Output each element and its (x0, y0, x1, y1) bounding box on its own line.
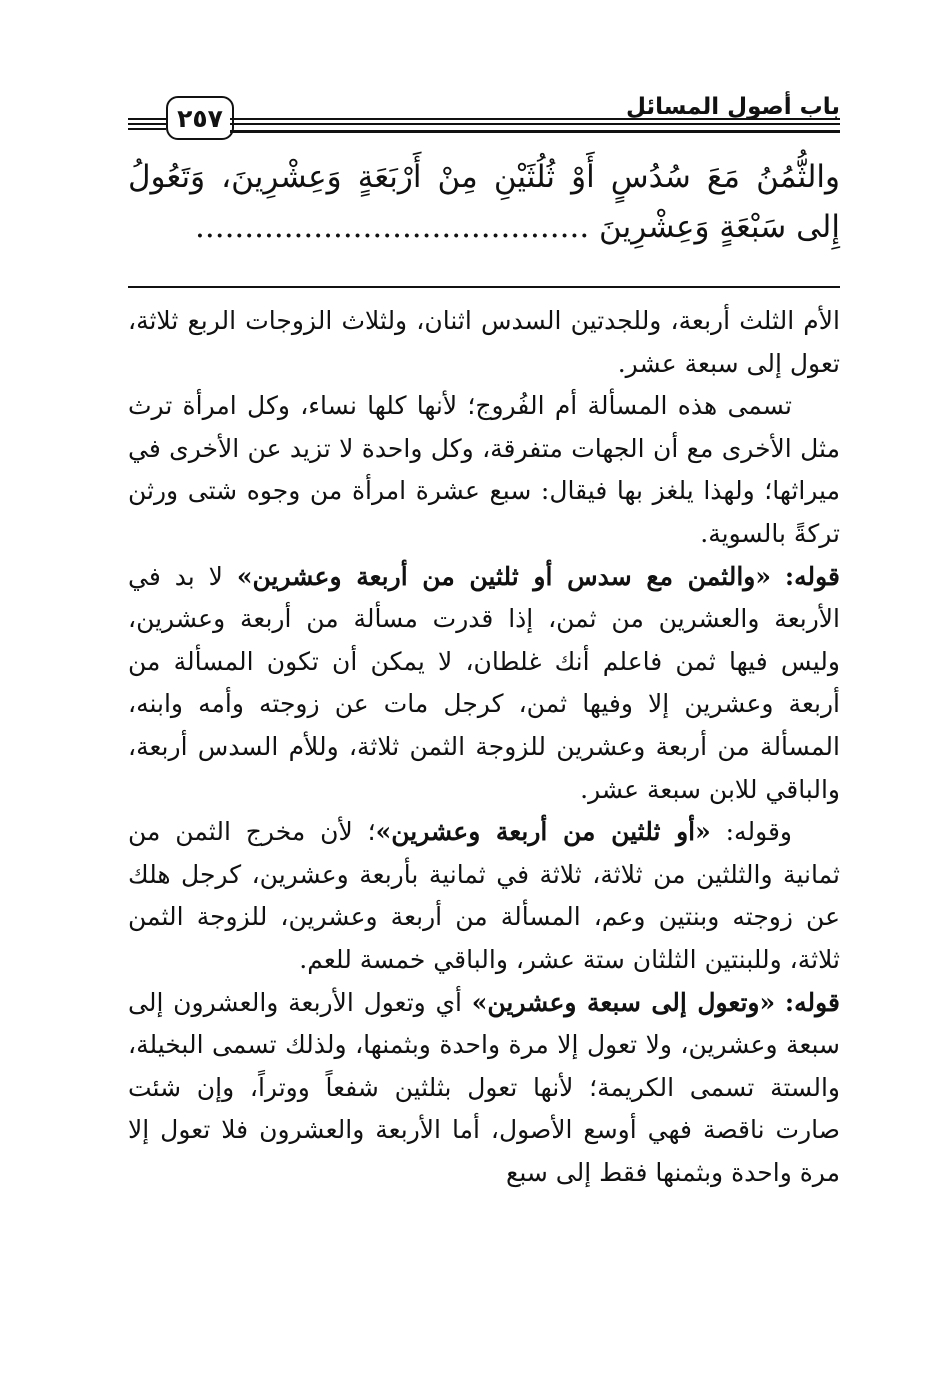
header-rule (128, 118, 166, 120)
paragraph-body: ؛ لأن مخرج الثمن من ثمانية والثلثين من ثلاثة، ثلاثة في ثمانية بأربعة وعشرين، كرجل هلك عن زوجته وبنتين وعم، المسألة من أربعة وعشرين، للزوجة الثمن ثلاثة، وللبنتين الثلثان ستة عشر، والباقي خمسة للعم. (128, 817, 840, 974)
header-rule (128, 128, 166, 130)
paragraph-label: وقوله: (725, 817, 793, 847)
paragraph-label: قوله: (784, 561, 840, 591)
matn-text (128, 152, 840, 252)
chapter-title: باب أصول المسائل (625, 94, 840, 120)
paragraph-1: الأم الثلث أربعة، وللجدتين السدس اثنان، ولثلاث الزوجات الربع ثلاثة، تعول إلى سبعة عشر. (128, 306, 840, 378)
paragraph-body: لا بد في الأربعة والعشرين من ثمن، إذا قدرت مسألة من أربعة وعشرين، وليس فيها ثمن فاعلم أنك غلطان، لا يمكن أن تكون المسألة من أربعة وعشرين إلا وفيها ثمن، كرجل مات عن زوجته وأمه وابنه، المسألة من أربعة وعشرين للزوجة الثمن ثلاثة، وللأم السدس أربعة، والباقي للابن سبعة عشر. (128, 561, 840, 804)
page-number: ٢٥٧ (166, 96, 234, 140)
commentary-text (128, 300, 840, 1194)
header-rule (230, 123, 840, 125)
paragraph-label: قوله: (784, 987, 840, 1017)
page-header (128, 92, 840, 144)
matn-verse: والثُّمُنُ مَعَ سُدُسٍ أَوْ ثُلُثَيْنِ مِنْ أَرْبَعَةٍ وَعِشْرِينَ، وَتَعُولُ إِلى سَبْعَةٍ وَعِشْرِينَ (128, 159, 840, 245)
paragraph-quote: «وتعول إلى سبعة وعشرين» (471, 987, 776, 1017)
header-rule (128, 123, 166, 125)
paragraph-5 (128, 982, 840, 1195)
paragraph-3 (128, 556, 840, 812)
paragraph-quote: «والثمن مع سدس أو ثلثين من أربعة وعشرين» (236, 561, 771, 591)
paragraph-body: أي وتعول الأربعة والعشرون إلى سبعة وعشرين، ولا تعول إلا مرة واحدة وبثمنها، ولذلك تسمى البخيلة، والستة تسمى الكريمة؛ لأنها تعول بثلثين شفعاً ووتراً، وإن شئت صارت ناقصة فهي أوسع الأصول، أما الأربعة والعشرون فلا تعول إلا مرة واحدة وبثمنها فقط إلى سبع (128, 987, 840, 1187)
paragraph-2: تسمى هذه المسألة أم الفُروج؛ لأنها كلها نساء، وكل امرأة ترث مثل الأخرى مع أن الجهات متفرقة، وكل واحدة لا تزيد عن الأخرى في ميراثها؛ ولهذا يلغز بها فيقال: سبع عشرة امرأة من وجوه شتى ورثن تركةً بالسوية. (128, 391, 840, 548)
paragraph-quote: «أو ثلثين من أربعة وعشرين» (375, 817, 711, 847)
matn-dots: ........................................ (195, 209, 600, 245)
paragraph-4 (128, 811, 840, 981)
header-rule (230, 130, 840, 133)
footnote-separator (128, 286, 840, 288)
